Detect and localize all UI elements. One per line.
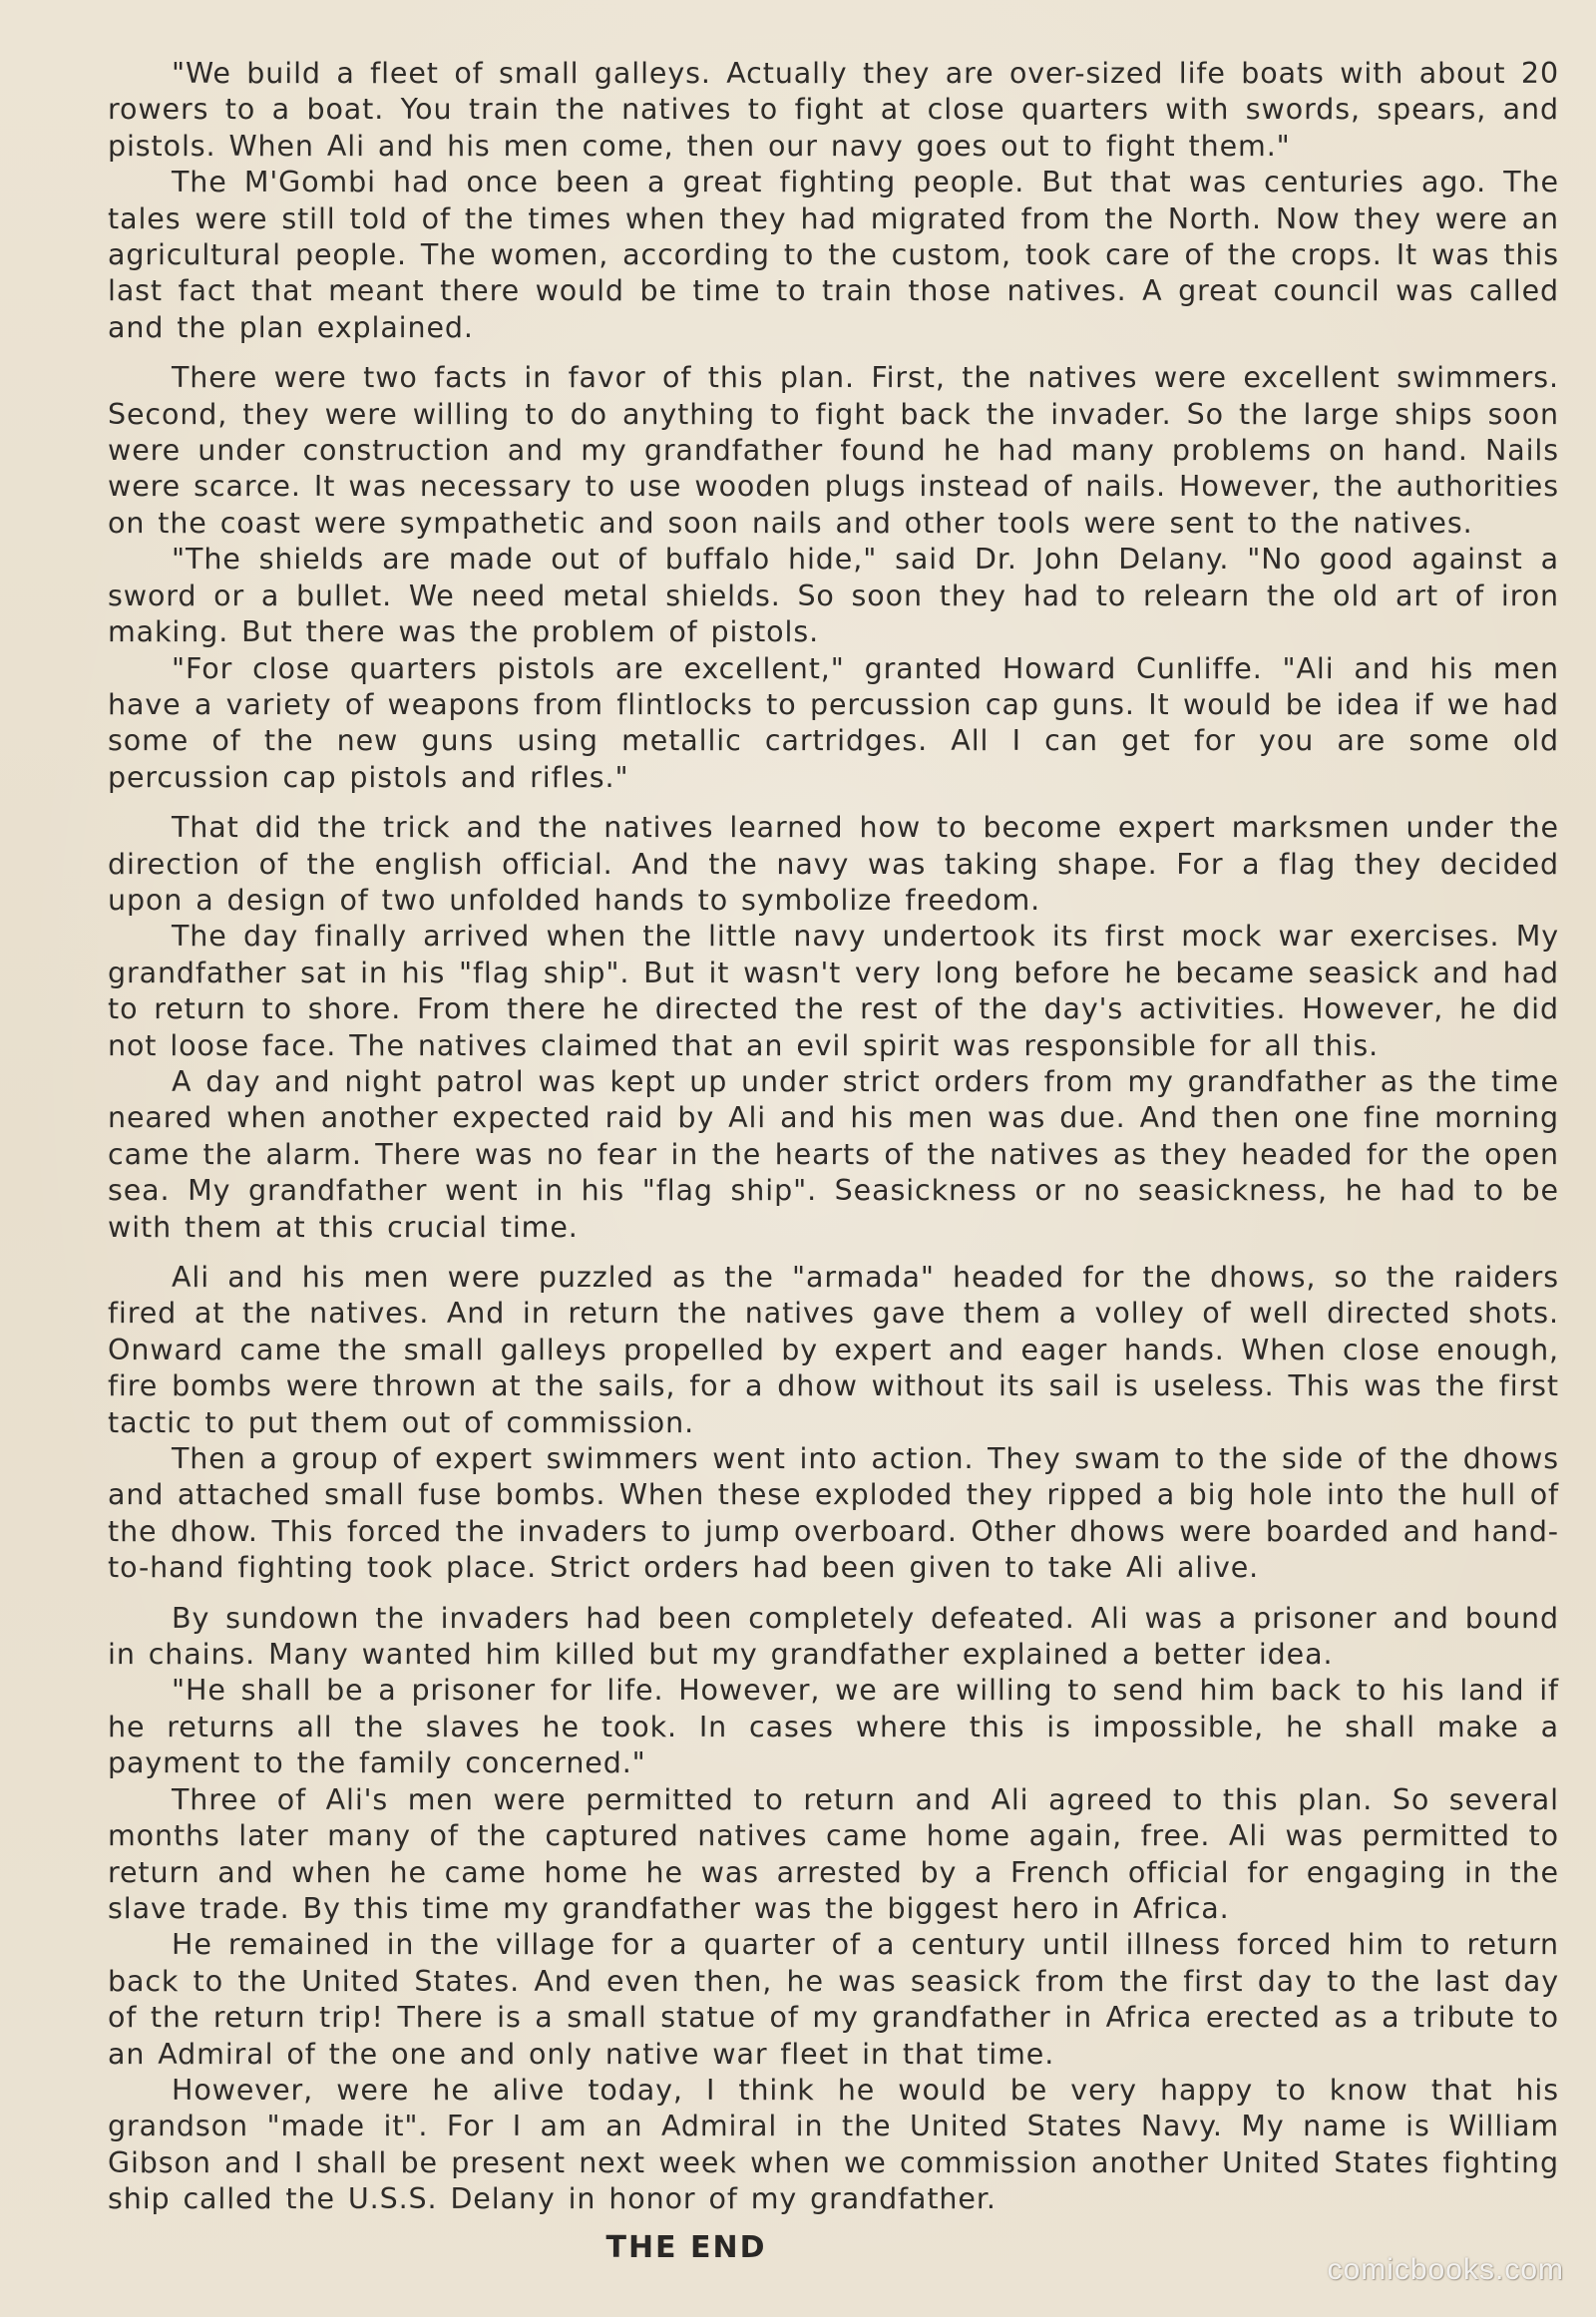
story-paragraph: There were two facts in favor of this plan. First, the natives were excellent swimmers. Second, they were willing to do anything to fight back the invader. So the large ships soon were under construction and my grandfather found he had many problems on hand. Nails were scarce. It was necessary to use wooden plugs instead of nails. However, the authorities on the coast were sympathetic and soon nails and other tools were sent to the natives. (108, 361, 1559, 540)
story-paragraph: "We build a fleet of small galleys. Actually they are over-sized life boats with about 20 rowers to a boat. You train the natives to fight at close quarters with swords, spears, and pistols. When Ali and his men come, then our navy goes out to fight them." (108, 57, 1559, 163)
story-paragraph: The day finally arrived when the little navy undertook its first mock war exercises. My grandfather sat in his "flag ship". But it wasn't very long before he became seasick and had to return to shore. From there he directed the rest of the day's activities. However, he did not loose face. The natives claimed that an evil spirit was responsible for all this. (108, 920, 1559, 1062)
comic-text-page: "We build a fleet of small galleys. Actually they are over-sized life boats with about 20 rowers to a boat. You train the natives to fight at close quarters with swords, spears, and pistols. When Ali and his men come, then our navy goes out to fight them." The M'Gombi had once been a great fighting people. But that was centuries ago. The tales were still told of the times when they had migrated from the North. Now they were an agricultural people. The women, according to the custom, took care of the crops. It was this last fact that meant there would be time to train those natives. A great council was called and the plan explained. There were two facts in favor of this plan. First, the natives were excellent swimmers. Second, they were willing to do anything to fight back the invader. So the large ships soon were under construction and my grandfather found he had many problems on hand. Nails were scarce. It was necessary to use wooden plugs instead of nails. However, the authorities on the coast were sympathetic and soon nails and other tools were sent to the natives. "The shields are made out of buffalo hide," said Dr. John Delany. "No good against a sword or a bullet. We need metal shields. So soon they had to relearn the old art of iron making. But there was the problem of pistols. "For close quarters pistols are excellent," granted Howard Cunliffe. "Ali and his men have a variety of weapons from flintlocks to percussion cap guns. It would be idea if we had some of the new guns using metallic cartridges. All I can get for you are some old percussion cap pistols and rifles." That did the trick and the natives learned how to become expert marksmen under the direction of the english official. And the navy was taking shape. For a flag they decided upon a design of two unfolded hands to symbolize freedom. The day finally arrived when the little navy undertook its first mock war exercises. My grandfather sat in his "flag ship". But it wasn't very long before he became seasick and had to return to shore. From there he directed the rest of the day's activities. However, he did not loose face. The natives claimed that an evil spirit was responsible for all this. A day and night patrol was kept up under strict orders from my grandfather as the time neared when another expected raid by Ali and his men was due. And then one fine morning came the alarm. There was no fear in the hearts of the natives as they headed for the open sea. My grandfather went in his "flag ship". Seasickness or no seasickness, he had to be with them at this crucial time. Ali and his men were puzzled as the "armada" headed for the dhows, so the raiders fired at the natives. And in return the natives gave them a volley of well directed shots. Onward came the small galleys propelled by expert and eager hands. When close enough, fire bombs were thrown at the sails, for a dhow without its sail is useless. This was the first tactic to put them out of commission. Then a group of expert swimmers went into action. They swam to the side of the dhows and attached small fuse bombs. When these exploded they ripped a big hole into the hull of the dhow. This forced the invaders to jump overboard. Other dhows were boarded and hand-to-hand fighting took place. Strict orders had been given to take Ali alive. By sundown the invaders had been completely defeated. Ali was a prisoner and bound in chains. Many wanted him killed but my grandfather explained a better idea. "He shall be a prisoner for life. However, we are willing to send him back to his land if he returns all the slaves he took. In cases where this is impossible, he shall make a payment to the family concerned." Three of Ali's men were permitted to return and Ali agreed to this plan. So several months later many of the captured natives came home again, free. Ali was permitted to return and when he came home he was arrested by a French official for engaging in the slave trade. By this time my grandfather was the biggest hero in Africa. He remained in the village for a quarter of a century until illness forced him to return back to the United States. And even then, he was seasick from the first day to the last day of the return trip! There is a small statue of my grandfather in Africa erected as a tribute to an Admiral of the one and only native war fleet in that time. However, were he alive today, I think he would be very happy to know that his grandson "made it". For I am an Admiral in the United States Navy. My name is William Gibson and I shall be present next week when we commission another United States fighting ship called the U.S.S. Delany in honor of my grandfather. THE END comicbooks.com (0, 0, 1596, 2317)
story-paragraph: Ali and his men were puzzled as the "armada" headed for the dhows, so the raiders fired at the natives. And in return the natives gave them a volley of well directed shots. Onward came the small galleys propelled by expert and eager hands. When close enough, fire bombs were thrown at the sails, for a dhow without its sail is useless. This was the first tactic to put them out of commission. (108, 1261, 1559, 1439)
the-end-label: THE END (605, 2230, 767, 2265)
story-paragraph: A day and night patrol was kept up under strict orders from my grandfather as the time neared when another expected raid by Ali and his men was due. And then one fine morning came the alarm. There was no fear in the hearts of the natives as they headed for the open sea. My grandfather went in his "flag ship". Seasickness or no seasickness, he had to be with them at this crucial time. (108, 1064, 1559, 1244)
story-paragraph: "For close quarters pistols are excellent," granted Howard Cunliffe. "Ali and his men have a variety of weapons from flintlocks to percussion cap guns. It would be idea if we had some of the new guns using metallic cartridges. All I can get for you are some old percussion cap pistols and rifles." (108, 651, 1559, 794)
story-paragraph: Then a group of expert swimmers went into action. They swam to the side of the dhows and attached small fuse bombs. When these exploded they ripped a big hole into the hull of the dhow. This forced the invaders to jump overboard. Other dhows were boarded and hand-to-hand fighting took place. Strict orders had been given to take Ali alive. (108, 1442, 1559, 1585)
story-paragraph: "He shall be a prisoner for life. However, we are willing to send him back to his land if he returns all the slaves he took. In cases where this is impossible, he shall make a payment to the family concerned." (108, 1674, 1559, 1780)
story-text-block (108, 56, 1559, 2218)
story-paragraph: "The shields are made out of buffalo hide," said Dr. John Delany. "No good against a sword or a bullet. We need metal shields. So soon they had to relearn the old art of iron making. But there was the problem of pistols. (108, 543, 1559, 649)
story-paragraph: However, were he alive today, I think he would be very happy to know that his grandson "made it". For I am an Admiral in the United States Navy. My name is William Gibson and I shall be present next week when we commission another United States fighting ship called the U.S.S. Delany in honor of my grandfather. (108, 2073, 1559, 2216)
story-paragraph: By sundown the invaders had been completely defeated. Ali was a prisoner and bound in chains. Many wanted him killed but my grandfather explained a better idea. (108, 1601, 1559, 1672)
story-paragraph: That did the trick and the natives learned how to become expert marksmen under the direction of the english official. And the navy was taking shape. For a flag they decided upon a design of two unfolded hands to symbolize freedom. (108, 811, 1559, 917)
story-paragraph: Three of Ali's men were permitted to return and Ali agreed to this plan. So several months later many of the captured natives came home again, free. Ali was permitted to return and when he came home he was arrested by a French official for engaging in the slave trade. By this time my grandfather was the biggest hero in Africa. (108, 1782, 1559, 1925)
story-paragraph: He remained in the village for a quarter of a century until illness forced him to return back to the United States. And even then, he was seasick from the first day to the last day of the return trip! There is a small statue of my grandfather in Africa erected as a tribute to an Admiral of the one and only native war fleet in that time. (108, 1928, 1559, 2071)
story-paragraph: The M'Gombi had once been a great fighting people. But that was centuries ago. The tales were still told of the times when they had migrated from the North. Now they were an agricultural people. The women, according to the custom, took care of the crops. It was this last fact that meant there would be time to train those natives. A great council was called and the plan explained. (108, 166, 1559, 344)
